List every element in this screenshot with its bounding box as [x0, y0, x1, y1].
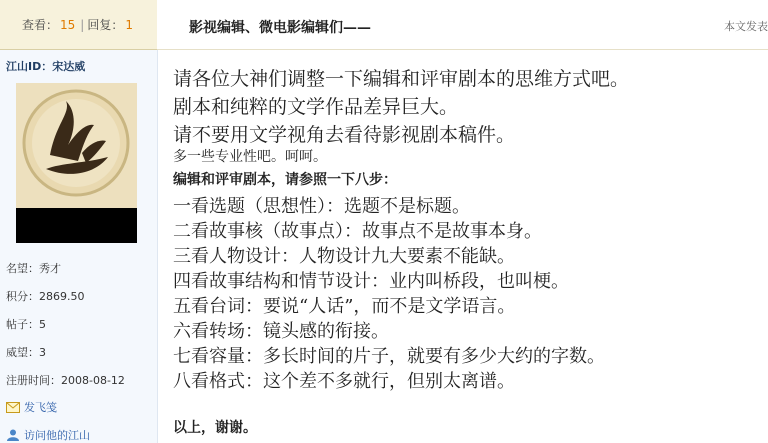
envelope-icon	[6, 402, 20, 413]
step-line: 五看台词：要说“人话”，而不是文学语言。	[173, 296, 516, 317]
posts-stat: 帖子：5	[6, 318, 46, 331]
body-line: 剧本和纯粹的文学作品差异巨大。	[173, 96, 459, 118]
visit-profile-link[interactable]	[6, 427, 90, 443]
post-title: 影视编辑、微电影编辑们——	[189, 20, 371, 36]
send-message-link[interactable]	[6, 399, 57, 415]
views-count: 15	[60, 17, 76, 32]
step-line: 八看格式：这个差不多就行，但别太离谱。	[173, 371, 515, 392]
step-line: 七看容量：多长时间的片子，就要有多少大约的字数。	[173, 346, 605, 367]
replies-count: 1	[125, 17, 133, 32]
points-stat: 积分：2869.50	[6, 290, 85, 303]
body-line: 请各位大神们调整一下编辑和评审剧本的思维方式吧。	[173, 68, 630, 90]
step-line: 四看故事结构和情节设计：业内叫桥段，也叫梗。	[173, 271, 569, 292]
step-line: 二看故事核（故事点）：故事点不是故事本身。	[173, 221, 542, 242]
avatar[interactable]	[16, 83, 137, 243]
post-header	[157, 0, 768, 50]
post-body	[157, 50, 768, 443]
person-icon	[6, 429, 20, 441]
step-line: 一看选题（思想性）：选题不是标题。	[173, 196, 470, 217]
stats-separator: |	[80, 17, 85, 32]
send-message-label: 发飞笺	[24, 401, 57, 414]
registered-date: 注册时间：2008-08-12	[6, 374, 125, 387]
thread-stats	[0, 0, 157, 50]
body-line: 编辑和评审剧本，请参照一下八步：	[173, 172, 397, 188]
body-line: 请不要用文学视角去看待影视剧本稿件。	[173, 124, 516, 146]
views-label: 查看：	[22, 18, 59, 32]
step-line: 六看转场：镜头感的衔接。	[173, 321, 389, 342]
visit-profile-label: 访问他的江山	[24, 429, 90, 442]
author-sidebar	[0, 50, 158, 443]
avatar-image	[16, 83, 137, 243]
author-id[interactable]: 江山ID：宋达威	[6, 60, 86, 73]
body-line: 多一些专业性吧。呵呵。	[173, 149, 327, 165]
step-line: 三看人物设计：人物设计九大要素不能缺。	[173, 246, 515, 267]
replies-label: 回复：	[87, 18, 124, 32]
prestige-stat: 威望：3	[6, 346, 46, 359]
post-meta-link[interactable]: 本文发表	[724, 20, 768, 33]
closing-line: 以上，谢谢。	[173, 420, 257, 436]
reputation-stat: 名望：秀才	[6, 262, 61, 275]
